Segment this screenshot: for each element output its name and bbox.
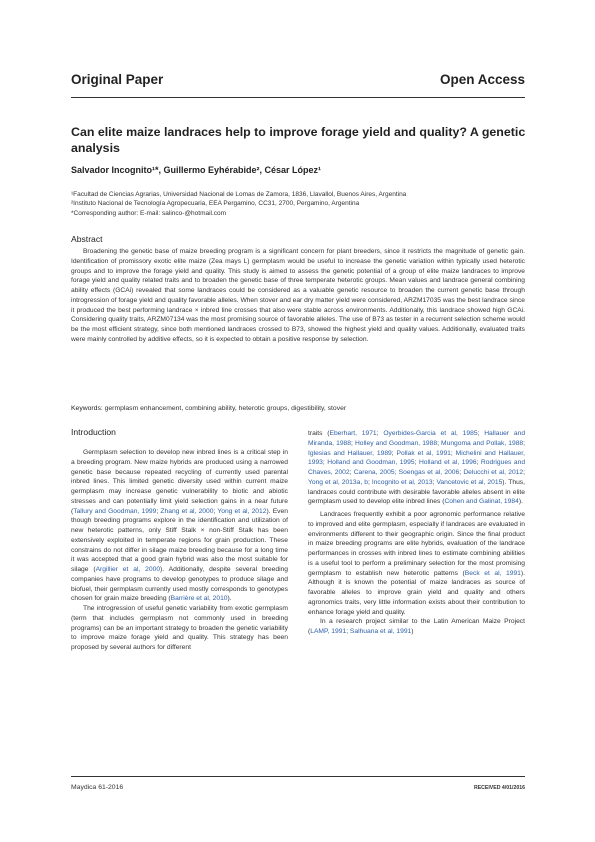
footer-rule xyxy=(71,776,525,777)
access-badge: Open Access xyxy=(439,72,525,87)
citation-link[interactable]: Eberhart, 1971 xyxy=(329,430,377,437)
citation-link[interactable]: Carena, 2005 xyxy=(353,469,395,476)
affiliation-2: ²Instituto Nacional de Tecnología Agropecuaria, EEA Pergamino, CC31, 2700, Pergamino, Argentina xyxy=(71,200,360,208)
body-column-right xyxy=(308,429,525,637)
journal-footer: Maydica 61-2016 xyxy=(71,784,124,791)
section-heading-introduction: Introduction xyxy=(71,427,116,437)
paragraph: Germplasm selection to develop new inbred lines is a critical step in a breeding program. New maize hybrids are produced using a narrowed genetic base because repeated recycling of currently used parental inbred lines. This limited genetic diversity used within current maize germplasm may increase genetic vulnerability to biotic and abiotic stresses and can potentially limit yield selection gains in a near future (Tallury and Goodman, 1999; Zhang et al, 2000; Yong et al, 2012). Even though breeding programs explore in the identification and utilization of new heterotic patterns, only Stiff Stalk × non-Stiff Stalk has been extensively exploited in temperate regions for grain production. These constrains do not differ in silage maize breeding because for a long time it was accepted that a good grain hybrid was also the most suitable for silage (Argillier et al, 2000). Additionally, despite several breeding companies have programs to develop genotypes to produce silage and biofuel, their germplasm currently used mostly corresponds to genotypes chosen for grain maize breeding (Barrière et al, 2010). xyxy=(71,449,288,603)
paragraph: In a research project similar to the Latin American Maize Project (LAMP, 1991; Salhuana et al, 1991) xyxy=(308,618,525,635)
citation-link[interactable]: Michelini and Hallauer, 1993 xyxy=(308,449,525,467)
header-rule xyxy=(71,97,525,98)
article-type: Original Paper xyxy=(71,72,164,87)
citation-link[interactable]: Rodrigues and Chaves, 2002 xyxy=(308,459,526,476)
citation-link[interactable]: Cohen and Galinat, 1984 xyxy=(444,498,519,506)
citation-link[interactable]: Vancetovic et al, 2015 xyxy=(436,478,503,486)
page-header xyxy=(71,72,525,92)
corresponding-author: *Corresponding author: E-mail: salinco-@hotmail.com xyxy=(71,209,227,217)
paragraph: The introgression of useful genetic variability from exotic germplasm (term that includes germplasm not commonly used in breeding programs) can be an important strategy to broaden the genetic variability to improve maize forage yield and quality. This strategy has been proposed by several authors for different xyxy=(71,605,288,651)
citation-link[interactable]: Tallury and Goodman, 1999 xyxy=(73,507,157,515)
citation-link[interactable]: Iglesias and Hallauer, 1989 xyxy=(308,449,392,457)
received-date: RECEIVED 4/01/2016 xyxy=(473,785,525,791)
citation-link[interactable]: Beck et al, 1991 xyxy=(464,569,521,577)
citation-link[interactable]: Barrière et al, 2010 xyxy=(170,595,228,603)
citation-link[interactable]: Salhuana et al, 1991 xyxy=(349,628,412,635)
citation-link[interactable]: Soengas et al, 2006 xyxy=(398,469,460,476)
citation-link[interactable]: Hallauer and Miranda, 1988 xyxy=(308,430,526,447)
keywords-list: : germplasm enhancement, combining ability, heterotic groups, digestibility, stover xyxy=(100,405,347,412)
citation-link[interactable]: Pollak et al, 1991 xyxy=(396,449,451,457)
affiliations xyxy=(71,190,525,218)
paragraph: traits (Eberhart, 1971; Oyerbides-Garcia et al, 1985; Hallauer and Miranda, 1988; Holley and Goodman, 1988; Mungoma and Pollak, 1988; Iglesias and Hallauer, 1989; Pollak et al, 1991; Michelini and Hallauer, 1993; Holland and Goodman, 1995; Holland et al, 1996; Rodrigues and Chaves, 2002; Carena, 2005; Soengas et al, 2006; Delucchi et al, 2012; Yong et al, 2013a, b; Incognito et al, 2013; Vancetovic et al, 2015). Thus, landraces could contribute with desirable favorable alleles absent in elite germplasm used to develop elite inbred lines (Cohen and Galinat, 1984). xyxy=(308,430,526,506)
paper-title: Can elite maize landraces help to improve forage yield and quality? A genetic analysis xyxy=(71,125,526,155)
citation-link[interactable]: Holland and Goodman, 1995 xyxy=(327,459,415,467)
citation-link[interactable]: LAMP, 1991 xyxy=(310,628,347,635)
abstract-body xyxy=(71,247,525,345)
citation-link[interactable]: Oyerbides-Garcia et al, 1985 xyxy=(383,430,478,437)
citation-link[interactable]: Holland et al, 1996 xyxy=(418,459,477,467)
citation-link[interactable]: Zhang et al, 2000 xyxy=(160,507,214,515)
citation-link[interactable]: Argillier et al, 2000 xyxy=(95,566,161,573)
keywords-label: Keywords xyxy=(71,405,101,412)
abstract-text: Broadening the genetic base of maize breeding program is a significant concern for plant breeders, since it restricts the magnitude of genetic gain. Identification of promissory exotic elite maize (Zea mays L) germplasm would be useful to increase the genetic variation within typically used heterotic groups and to improve the forage yield and quality. This study is aimed to assess the genetic potential of a group of elite maize landraces to improve forage yield and quality related traits and to broaden the genetic base of three temperate heterotic groups. Mean values and landrace general combining ability effects (GCAi) revealed that some landraces could be considered as a valuable genetic resource to broaden the current genetic base through introgression of forage yield and quality favorable alleles. When stover and ear dry matter yield were considered, ARZM17035 was the best landrace since it produced the best performing landrace × inbred line crosses that also were stable across environments. Additionally, this landrace showed high GCAi. Considering quality traits, ARZM07134 was the most promising source of favorable alleles. The use of B73 as tester in a recurrent selection scheme would be the most efficient strategy, since both mentioned landraces crossed to B73, showed the highest yield and quality values. Additionally, evaluated traits were mainly controlled by additive effects, so it is expected to obtain a positive response by selection. xyxy=(71,248,525,343)
citation-link[interactable]: Delucchi et al, 2012 xyxy=(463,469,524,476)
affiliation-1: ¹Facultad de Ciencias Agrarias, Universidad Nacional de Lomas de Zamora, 1836, Llavallol, Buenos Aires, Argentina xyxy=(71,191,407,198)
citation-link[interactable]: Mungoma and Pollak, 1988 xyxy=(441,439,524,447)
citation-link[interactable]: Yong et al, 2012 xyxy=(217,507,267,515)
citation-link[interactable]: Holley and Goodman, 1988 xyxy=(354,439,438,447)
abstract-heading: Abstract xyxy=(71,234,103,244)
citation-link[interactable]: Incognito et al, 2013 xyxy=(371,478,433,486)
author-list: Salvador Incognito¹*, Guillermo Eyhérabide², César López¹ xyxy=(71,165,322,175)
paragraph: Landraces frequently exhibit a poor agronomic performance relative to improved and elite germplasm, especially if landraces are evaluated in environments different to their geographic origin. Since the final product in maize breeding programs are elite hybrids, evaluation of the landrace performances in crosses with inbred lines to estimate combining abilities is a useful tool to perform a preliminary selection for the most promising germplasm to establish new heterotic patterns (Beck et al, 1991). Although it is known the potential of maize landraces as source of favorable alleles to improve grain yield and quality and others agronomics traits, very little information exists about their contribution to enhance forage yield and quality. xyxy=(308,511,525,616)
citation-link[interactable]: Yong et al, 2013a, b xyxy=(308,478,368,486)
body-column-left xyxy=(71,448,288,653)
keywords xyxy=(71,405,525,412)
